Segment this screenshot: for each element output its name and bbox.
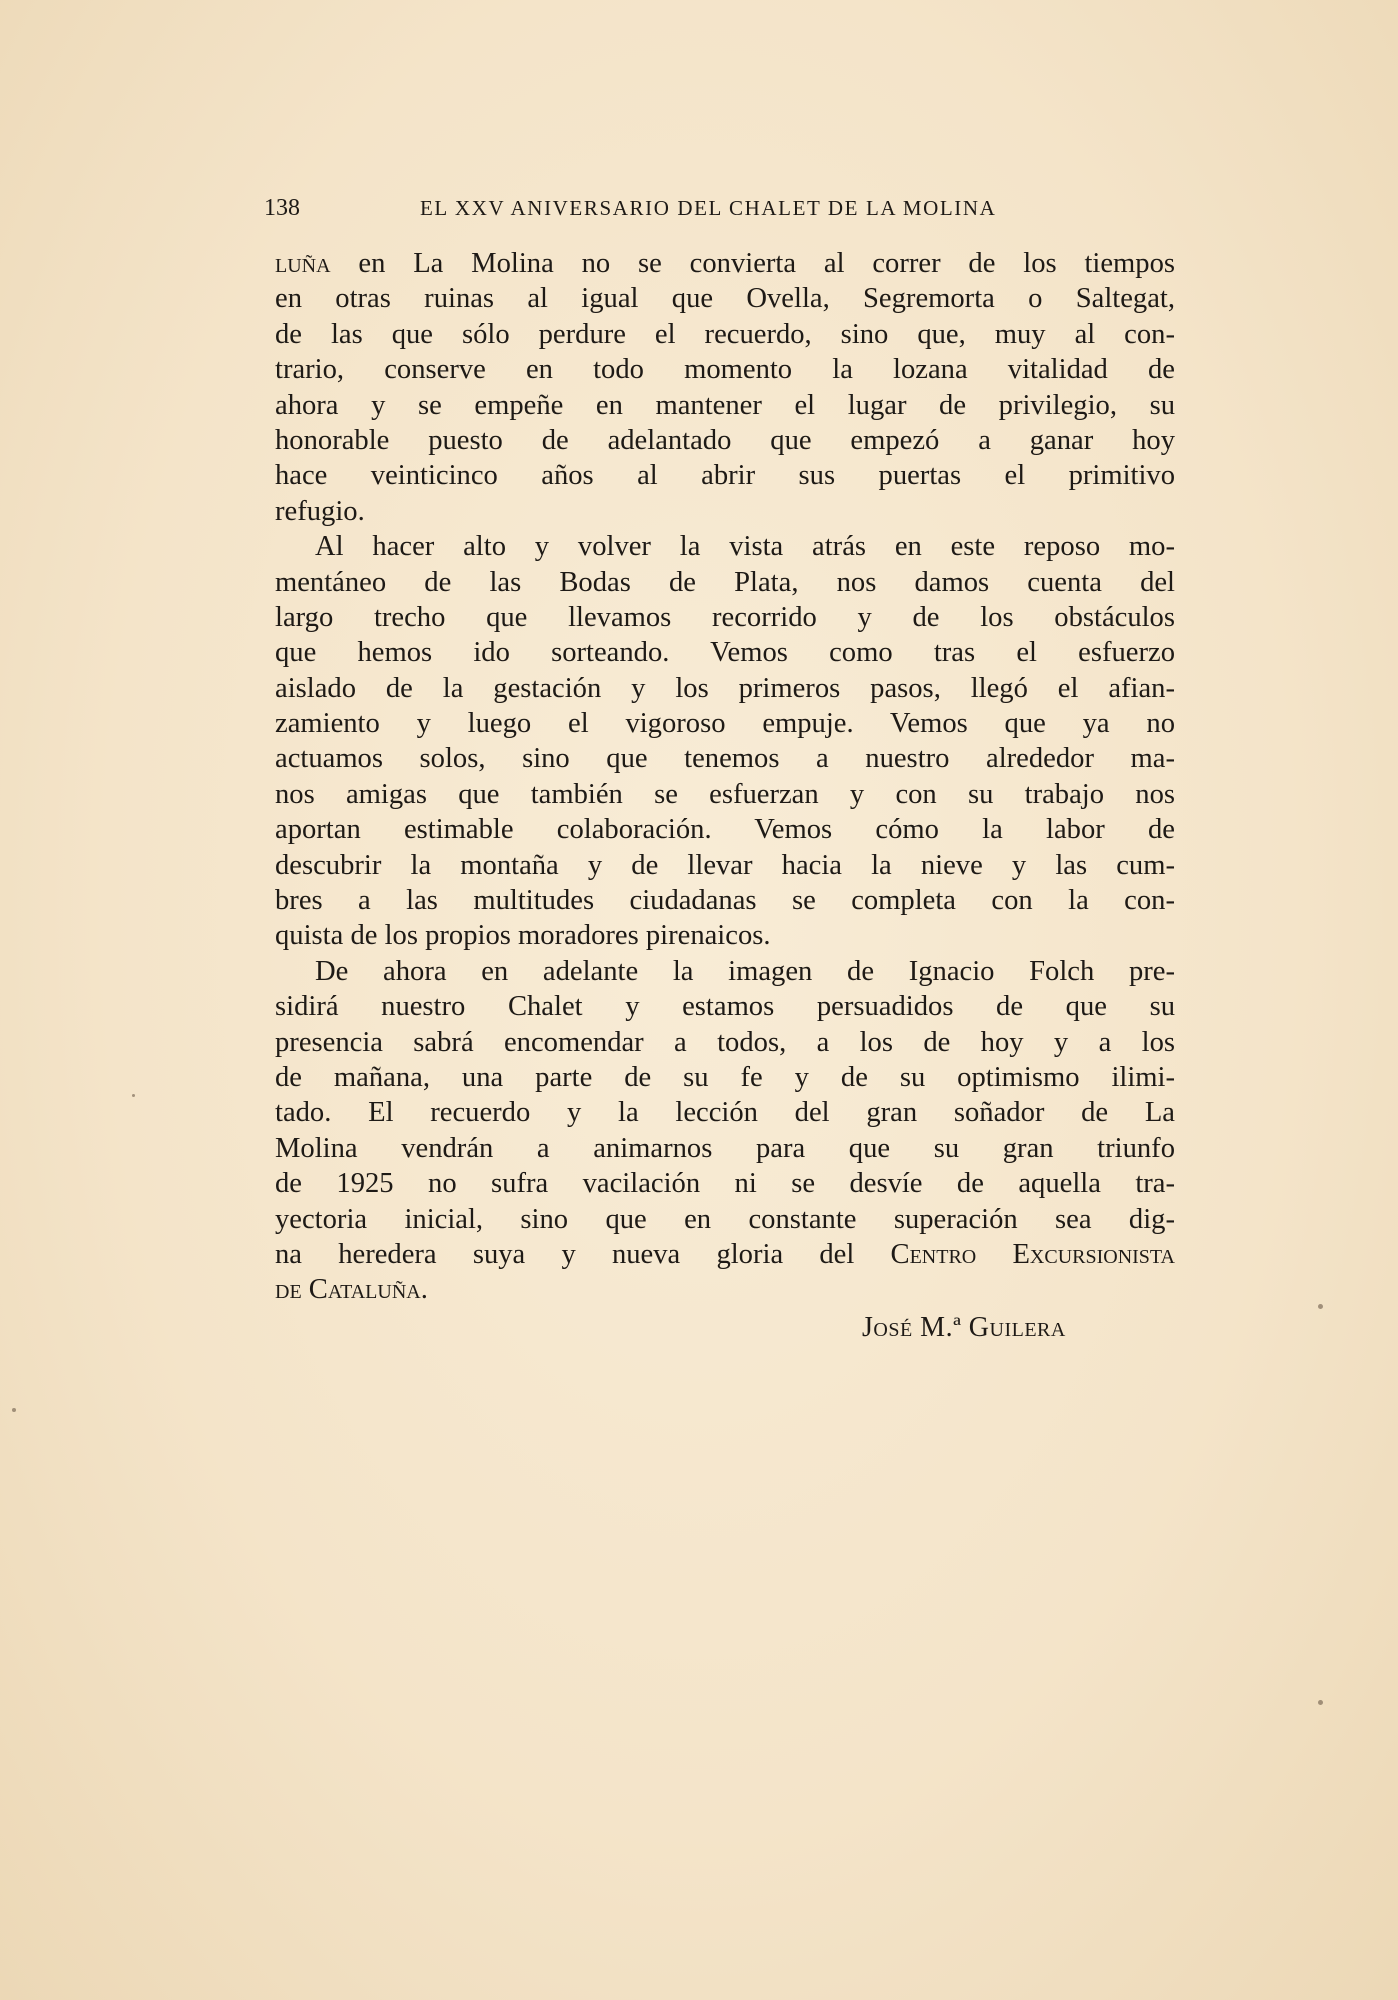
text-line: ahora y se empeñe en mantener el lugar de privilegio, su [275,389,1175,421]
text-line: que hemos ido sorteando. Vemos como tras el esfuerzo [275,637,1175,669]
text-line: mentáneo de las Bodas de Plata, nos damos cuenta del [275,566,1175,598]
body-text [275,246,1175,1308]
text-line: aportan estimable colaboración. Vemos cómo la labor de [275,814,1175,846]
text-line: nos amigas que también se esfuerzan y con su trabajo nos [275,778,1175,810]
text-line: tado. El recuerdo y la lección del gran soñador de La [275,1097,1175,1129]
text-line: hace veinticinco años al abrir sus puertas el primitivo [275,460,1175,492]
text-line: na heredera suya y nueva gloria del Centro Excursionista [275,1238,1175,1270]
paper-speck [132,1094,135,1097]
text-line: bres a las multitudes ciudadanas se completa con la con- [275,885,1175,917]
text-line: yectoria inicial, sino que en constante superación sea dig- [275,1203,1175,1235]
paper-speck [1318,1700,1323,1705]
text-line: largo trecho que llevamos recorrido y de los obstáculos [275,601,1175,633]
page-number: 138 [264,195,300,221]
text-line: de Cataluña. [275,1274,428,1306]
text-line: Molina vendrán a animarnos para que su gran triunfo [275,1132,1175,1164]
text-line: De ahora en adelante la imagen de Ignacio Folch pre- [315,955,1175,987]
paper-speck [12,1408,16,1412]
text-line: de mañana, una parte de su fe y de su optimismo ilimi- [275,1061,1175,1093]
text-line: zamiento y luego el vigoroso empuje. Vemos que ya no [275,708,1175,740]
paper-speck [1318,1304,1323,1309]
text-line: sidirá nuestro Chalet y estamos persuadidos de que su [275,991,1175,1023]
author-signature: José M.ª Guilera [862,1312,1066,1343]
text-line: trario, conserve en todo momento la lozana vitalidad de [275,354,1175,386]
running-head: EL XXV ANIVERSARIO DEL CHALET DE LA MOLINA [420,196,997,220]
text-line: honorable puesto de adelantado que empezó a ganar hoy [275,424,1175,456]
text-line: de las que sólo perdure el recuerdo, sino que, muy al con- [275,318,1175,350]
text-line: actuamos solos, sino que tenemos a nuestro alrededor ma- [275,743,1175,775]
text-line: aislado de la gestación y los primeros pasos, llegó el afian- [275,672,1175,704]
text-line: de 1925 no sufra vacilación ni se desvíe de aquella tra- [275,1168,1175,1200]
text-line: en otras ruinas al igual que Ovella, Segremorta o Saltegat, [275,283,1175,315]
text-line: Al hacer alto y volver la vista atrás en este reposo mo- [315,531,1175,563]
text-line: presencia sabrá encomendar a todos, a los de hoy y a los [275,1026,1175,1058]
text-line: refugio. [275,495,365,527]
text-line: descubrir la montaña y de llevar hacia la nieve y las cum- [275,849,1175,881]
page-header [264,190,1164,226]
text-line: quista de los propios moradores pirenaicos. [275,920,771,952]
text-line: luña en La Molina no se convierta al correr de los tiempos [275,248,1175,279]
